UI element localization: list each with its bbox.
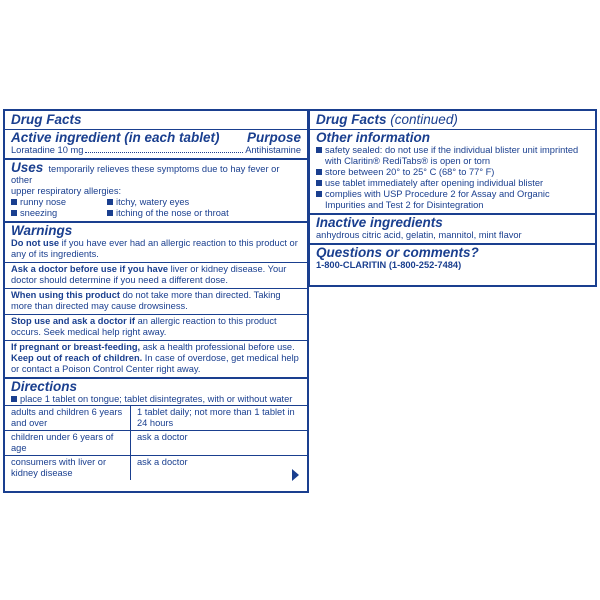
table-cell: children under 6 years of age	[5, 430, 130, 455]
directions-table	[5, 405, 307, 480]
bullet-icon	[107, 210, 113, 216]
questions-section	[310, 243, 595, 273]
warning-do-not-use: Do not use if you have ever had an allergic reaction to this product or any of its ingredients.	[11, 238, 298, 259]
list-item: itching of the nose or throat	[107, 208, 301, 219]
list-item: use tablet immediately after opening individual blister	[316, 178, 589, 189]
inactive-ingredients-text: anhydrous citric acid, gelatin, mannitol, mint flavor	[316, 230, 522, 240]
list-item: safety sealed: do not use if the individual blister unit imprinted with Claritin® RediTabs® is open or torn	[316, 145, 589, 167]
drug-facts-panel	[3, 109, 309, 493]
other-information-heading: Other information	[316, 130, 430, 145]
title-section	[310, 111, 595, 129]
warning-ask-doctor: Ask a doctor before use if you have liver or kidney disease. Your doctor should determine if you need a different dose.	[5, 262, 307, 288]
bullet-icon	[11, 199, 17, 205]
active-ingredient-heading: Active ingredient (in each tablet)	[11, 130, 220, 145]
warnings-heading: Warnings	[11, 223, 73, 238]
table-cell: 1 tablet daily; not more than 1 tablet in 24 hours	[130, 405, 307, 430]
title-section	[5, 111, 307, 129]
bullet-icon	[316, 169, 322, 175]
table-cell: ask a doctor	[130, 430, 307, 455]
bullet-icon	[316, 147, 322, 153]
uses-heading: Uses	[11, 160, 44, 175]
warnings-section	[5, 221, 307, 262]
bullet-icon	[316, 180, 322, 186]
list-item: itchy, watery eyes	[107, 197, 301, 208]
inactive-ingredients-section	[310, 213, 595, 243]
phone-number: 1-800-CLARITIN (1-800-252-7484)	[316, 260, 462, 270]
table-cell: adults and children 6 years and over	[5, 405, 130, 430]
other-information-section	[310, 129, 595, 213]
panel-title: Drug Facts	[316, 112, 387, 127]
bullet-icon	[11, 210, 17, 216]
inactive-ingredients-heading: Inactive ingredients	[316, 215, 443, 230]
uses-section	[5, 158, 307, 221]
table-cell: consumers with liver or kidney disease	[5, 455, 130, 480]
uses-intro-2: upper respiratory allergies:	[11, 186, 122, 196]
ingredient-name: Loratadine 10 mg	[11, 145, 84, 155]
uses-intro: temporarily relieves these symptoms due to hay fever or other	[11, 164, 280, 185]
drug-facts-continued-panel	[308, 109, 597, 287]
bullet-icon	[316, 191, 322, 197]
list-item: sneezing	[11, 208, 107, 219]
directions-section	[5, 377, 307, 482]
list-item: runny nose	[11, 197, 107, 208]
list-item: complies with USP Procedure 2 for Assay and Organic Impurities and Test 2 for Disintegration	[316, 189, 589, 211]
list-item: place 1 tablet on tongue; tablet disintegrates, with or without water	[11, 394, 301, 405]
ingredient-purpose: Antihistamine	[245, 145, 301, 155]
list-item: store between 20° to 25° C (68° to 77° F)	[316, 167, 589, 178]
questions-heading: Questions or comments?	[316, 245, 479, 260]
symptom-list	[11, 197, 301, 219]
panel-title: Drug Facts	[11, 112, 82, 127]
bullet-icon	[107, 199, 113, 205]
continued-label: (continued)	[390, 112, 458, 127]
directions-heading: Directions	[11, 379, 78, 394]
active-ingredient-section	[5, 129, 307, 158]
leader-dots	[85, 152, 243, 153]
bullet-icon	[11, 396, 17, 402]
purpose-heading: Purpose	[246, 130, 301, 145]
warning-stop-use: Stop use and ask a doctor if an allergic reaction to this product occurs. Seek medical help right away.	[5, 314, 307, 340]
warning-when-using: When using this product do not take more than directed. Taking more than directed may cause drowsiness.	[5, 288, 307, 314]
continue-arrow-icon	[292, 469, 299, 481]
table-cell: ask a doctor	[130, 455, 307, 480]
warning-pregnant-keep-out: If pregnant or breast-feeding, ask a health professional before use. Keep out of reach of children. In case of overdose, get medical help or contact a Poison Control Center right away.	[5, 340, 307, 377]
